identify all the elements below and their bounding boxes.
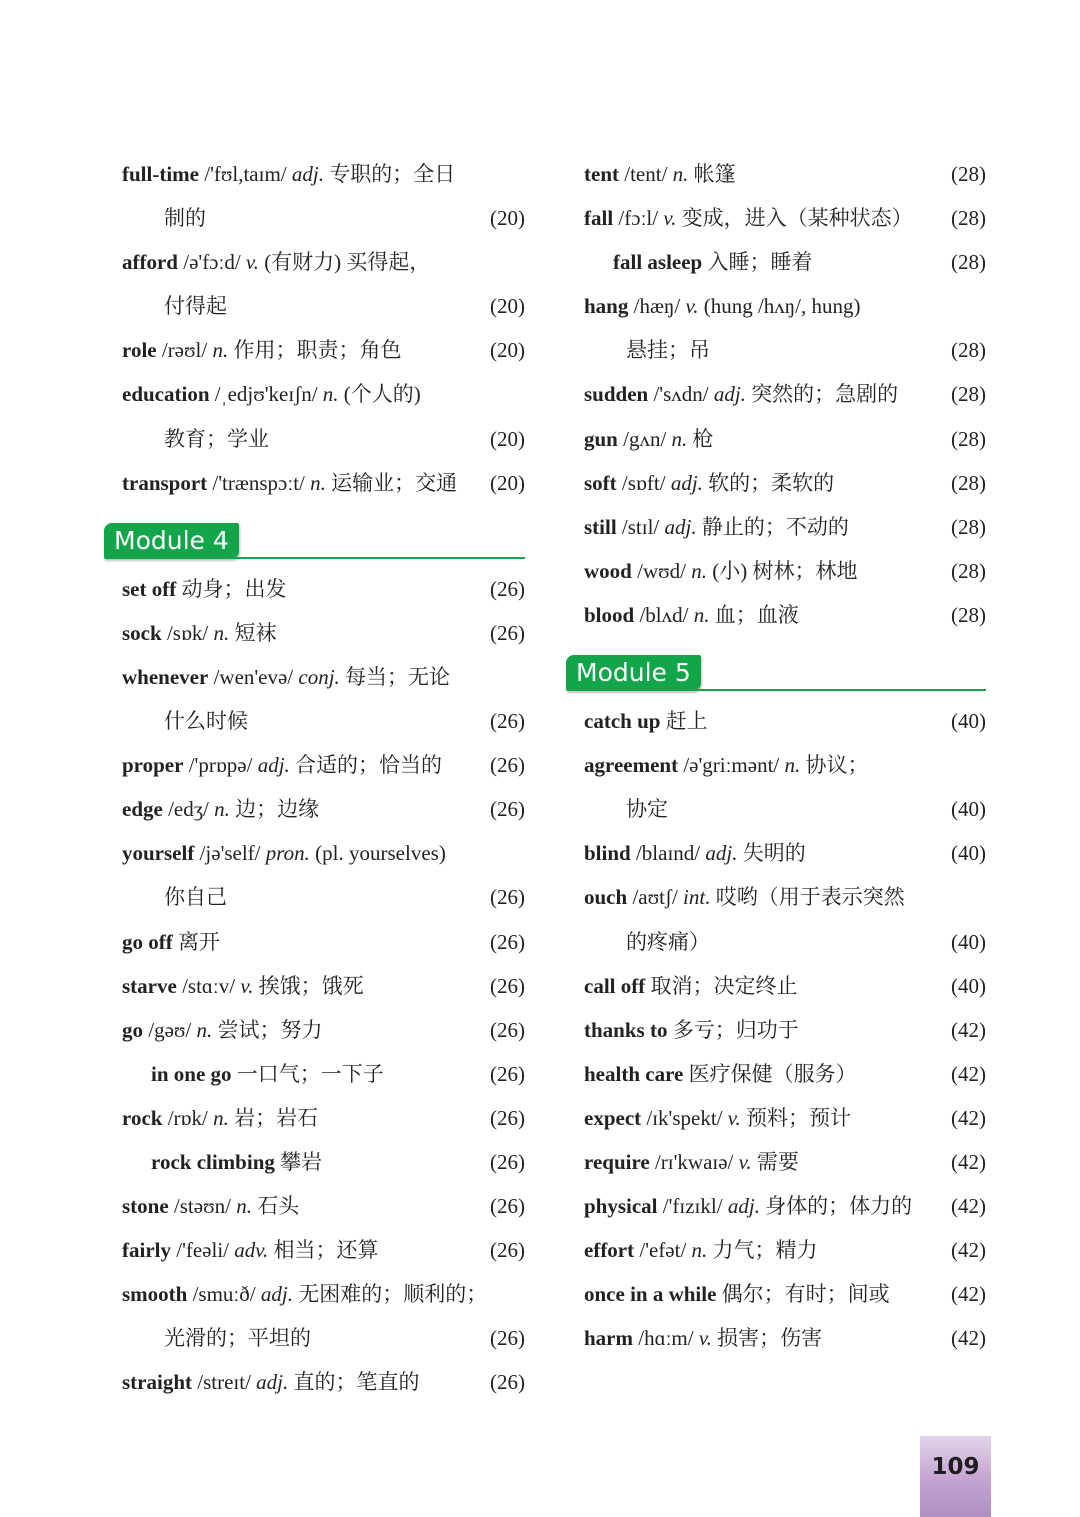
page-reference: (42) bbox=[951, 1282, 986, 1307]
vocab-entry bbox=[122, 831, 525, 875]
vocab-entry bbox=[122, 920, 525, 964]
part-of-speech: adj. bbox=[256, 1370, 289, 1395]
headword: afford bbox=[122, 250, 178, 275]
pronunciation: /rəʊl/ bbox=[156, 338, 213, 363]
entry-continuation bbox=[122, 196, 525, 240]
part-of-speech: pron. bbox=[265, 841, 310, 866]
part-of-speech: n. bbox=[196, 1017, 213, 1042]
pronunciation: /'efət/ bbox=[634, 1238, 692, 1263]
part-of-speech: n. bbox=[672, 162, 689, 186]
headword: rock climbing bbox=[151, 1149, 275, 1174]
module-label: Module 4 bbox=[104, 523, 239, 559]
part-of-speech: adv. bbox=[234, 1238, 269, 1263]
headword: fairly bbox=[122, 1238, 171, 1263]
gloss-text: 血；血液 bbox=[709, 602, 799, 627]
vocab-entry bbox=[584, 831, 986, 875]
module-rule bbox=[694, 689, 986, 691]
vocab-entry bbox=[122, 611, 525, 655]
gloss-text: 的疼痛） bbox=[626, 929, 710, 954]
pronunciation: /'prɒpə/ bbox=[183, 753, 258, 778]
vocab-entry bbox=[122, 1096, 525, 1140]
page-reference: (42) bbox=[951, 1326, 986, 1351]
left-column bbox=[114, 152, 525, 1405]
headword: soft bbox=[584, 470, 617, 495]
pronunciation: /wʊd/ bbox=[631, 558, 692, 583]
page-reference: (28) bbox=[951, 162, 986, 186]
gloss-text: 挨饿；饿死 bbox=[253, 973, 364, 998]
page-reference: (26) bbox=[490, 1194, 525, 1219]
part-of-speech: adj. bbox=[257, 753, 290, 778]
pronunciation: /'sʌdn/ bbox=[648, 382, 714, 407]
gloss-text: 身体的；体力的 bbox=[759, 1194, 913, 1219]
gloss-text: 专职的；全日 bbox=[323, 162, 456, 186]
gloss-text: 付得起 bbox=[164, 294, 227, 319]
page-reference: (42) bbox=[951, 1194, 986, 1219]
gloss-text: 悬挂；吊 bbox=[626, 338, 710, 363]
page-reference: (28) bbox=[951, 558, 986, 583]
vocab-entry bbox=[584, 593, 986, 637]
page-reference: (28) bbox=[951, 338, 986, 363]
pronunciation: /stəʊn/ bbox=[168, 1194, 237, 1219]
page-number: 109 bbox=[920, 1436, 991, 1517]
gloss-text: 什么时候 bbox=[164, 709, 248, 734]
part-of-speech: int. bbox=[683, 885, 711, 910]
pronunciation: /'trænspɔːt/ bbox=[207, 470, 311, 495]
gloss-text: (hung /hʌŋ/, hung) bbox=[698, 294, 861, 319]
headword: edge bbox=[122, 797, 163, 822]
vocab-entry bbox=[122, 1272, 525, 1316]
page-reference: (42) bbox=[951, 1105, 986, 1130]
pronunciation: /jə'self/ bbox=[194, 841, 266, 866]
gloss-text: 哎哟（用于表示突然 bbox=[710, 885, 905, 910]
gloss-text: 每当；无论 bbox=[339, 664, 451, 689]
pronunciation: /gʌn/ bbox=[617, 426, 672, 451]
page-reference: (28) bbox=[951, 426, 986, 451]
gloss-text: 需要 bbox=[751, 1149, 799, 1174]
page-reference: (20) bbox=[490, 206, 525, 231]
headword: straight bbox=[122, 1370, 192, 1395]
vocab-entry bbox=[122, 461, 525, 505]
headword: stone bbox=[122, 1194, 169, 1219]
headword: sock bbox=[122, 620, 162, 645]
gloss-text: 攀岩 bbox=[280, 1149, 323, 1174]
part-of-speech: n. bbox=[214, 797, 230, 822]
part-of-speech: v. bbox=[698, 1326, 712, 1351]
part-of-speech: v. bbox=[738, 1149, 752, 1174]
page-reference: (20) bbox=[490, 338, 525, 363]
page-reference: (28) bbox=[951, 250, 986, 275]
vocab-entry bbox=[122, 1360, 525, 1404]
gloss-text: 离开 bbox=[178, 929, 220, 954]
part-of-speech: n. bbox=[693, 602, 710, 627]
gloss-text: 制的 bbox=[164, 206, 206, 231]
vocab-entry bbox=[122, 328, 525, 372]
headword: health care bbox=[584, 1061, 684, 1086]
pronunciation: /rɪ'kwaɪə/ bbox=[649, 1149, 739, 1174]
gloss-text: 枪 bbox=[687, 426, 714, 451]
page-reference: (42) bbox=[951, 1238, 986, 1263]
gloss-text: 尝试；努力 bbox=[212, 1017, 323, 1042]
entry-continuation bbox=[584, 787, 986, 831]
page-reference: (26) bbox=[490, 885, 525, 910]
page-reference: (28) bbox=[951, 514, 986, 539]
page-reference: (26) bbox=[490, 753, 525, 778]
headword: hang bbox=[584, 294, 629, 319]
vocab-entry bbox=[584, 1008, 986, 1052]
vocab-entry bbox=[122, 567, 525, 611]
gloss-text: 损害；伤害 bbox=[711, 1326, 823, 1351]
gloss-text: 边；边缘 bbox=[229, 797, 320, 822]
part-of-speech: n. bbox=[691, 1238, 708, 1263]
headword: smooth bbox=[122, 1282, 188, 1307]
vocab-entry bbox=[584, 1184, 986, 1228]
vocab-entry bbox=[584, 699, 986, 743]
vocab-entry bbox=[584, 505, 986, 549]
gloss-text: 静止的；不动的 bbox=[696, 514, 849, 539]
entry-continuation bbox=[122, 284, 525, 328]
pronunciation: /ə'fɔːd/ bbox=[178, 250, 246, 275]
headword: ouch bbox=[584, 885, 628, 910]
vocab-entry bbox=[122, 655, 525, 699]
pronunciation: /sɒk/ bbox=[161, 620, 214, 645]
gloss-text: (有财力) 买得起， bbox=[258, 250, 431, 275]
headword: still bbox=[584, 514, 617, 539]
module-heading bbox=[576, 651, 986, 695]
headword: require bbox=[584, 1149, 650, 1174]
headword: go bbox=[122, 1017, 143, 1042]
page-reference: (26) bbox=[490, 797, 525, 822]
vocab-entry bbox=[584, 196, 986, 240]
gloss-text: 突然的；急剧的 bbox=[745, 382, 899, 407]
headword: thanks to bbox=[584, 1017, 668, 1042]
page-reference: (40) bbox=[951, 797, 986, 822]
gloss-text: 相当；还算 bbox=[268, 1238, 379, 1263]
part-of-speech: adj. bbox=[705, 841, 738, 866]
pronunciation: /fɔːl/ bbox=[613, 206, 664, 231]
gloss-text: 动身；出发 bbox=[181, 576, 287, 601]
pronunciation: /tent/ bbox=[619, 162, 673, 186]
page-reference: (26) bbox=[490, 576, 525, 601]
vocab-entry bbox=[122, 964, 525, 1008]
vocab-entry bbox=[584, 549, 986, 593]
entry-continuation bbox=[122, 417, 525, 461]
vocab-entry bbox=[122, 787, 525, 831]
page-reference: (26) bbox=[490, 1326, 525, 1351]
gloss-text: (pl. yourselves) bbox=[309, 841, 446, 866]
headword: proper bbox=[122, 753, 184, 778]
page-reference: (26) bbox=[490, 620, 525, 645]
headword: blood bbox=[584, 602, 635, 627]
vocab-entry bbox=[584, 1316, 986, 1360]
page-reference: (28) bbox=[951, 206, 986, 231]
headword: go off bbox=[122, 929, 173, 954]
part-of-speech: conj. bbox=[298, 664, 340, 689]
vocab-entry bbox=[584, 1228, 986, 1272]
pronunciation: /blaɪnd/ bbox=[630, 841, 706, 866]
headword: education bbox=[122, 382, 210, 407]
page-reference: (26) bbox=[490, 973, 525, 998]
vocab-entry bbox=[584, 152, 986, 196]
page-reference: (20) bbox=[490, 426, 525, 451]
pronunciation: /blʌd/ bbox=[634, 602, 694, 627]
gloss-text: 入睡；睡着 bbox=[707, 250, 813, 275]
gloss-text: (个人的) bbox=[338, 382, 421, 407]
headword: rock bbox=[122, 1105, 163, 1130]
headword: harm bbox=[584, 1326, 633, 1351]
gloss-text: 协定 bbox=[626, 797, 668, 822]
pronunciation: /hɑːm/ bbox=[633, 1326, 699, 1351]
module-label: Module 5 bbox=[566, 655, 701, 691]
vocab-entry bbox=[584, 284, 986, 328]
headword: wood bbox=[584, 558, 632, 583]
vocab-entry bbox=[122, 1008, 525, 1052]
part-of-speech: n. bbox=[322, 382, 339, 407]
headword: in one go bbox=[151, 1061, 232, 1086]
vocab-entry bbox=[584, 1096, 986, 1140]
page-reference: (40) bbox=[951, 973, 986, 998]
part-of-speech: adj. bbox=[670, 470, 703, 495]
entry-continuation bbox=[122, 1316, 525, 1360]
headword: starve bbox=[122, 973, 177, 998]
pronunciation: /edʒ/ bbox=[162, 797, 215, 822]
pronunciation: /ə'griːmənt/ bbox=[678, 753, 785, 778]
gloss-text: 短袜 bbox=[229, 620, 277, 645]
headword: full-time bbox=[122, 162, 199, 186]
headword: role bbox=[122, 338, 157, 363]
part-of-speech: adj. bbox=[727, 1194, 760, 1219]
headword: call off bbox=[584, 973, 646, 998]
page-reference: (26) bbox=[490, 1149, 525, 1174]
page-reference: (28) bbox=[951, 382, 986, 407]
part-of-speech: adj. bbox=[713, 382, 746, 407]
gloss-text: 作用；职责；角色 bbox=[228, 338, 402, 363]
part-of-speech: n. bbox=[784, 753, 801, 778]
part-of-speech: v. bbox=[727, 1105, 741, 1130]
headword: gun bbox=[584, 426, 618, 451]
headword: expect bbox=[584, 1105, 642, 1130]
headword: catch up bbox=[584, 709, 661, 734]
page-reference: (40) bbox=[951, 841, 986, 866]
gloss-text: 你自己 bbox=[164, 885, 227, 910]
page-reference: (26) bbox=[490, 1238, 525, 1263]
headword: once in a while bbox=[584, 1282, 717, 1307]
pronunciation: /rɒk/ bbox=[162, 1105, 214, 1130]
pronunciation: /gəʊ/ bbox=[143, 1017, 197, 1042]
headword: set off bbox=[122, 576, 177, 601]
headword: whenever bbox=[122, 664, 209, 689]
part-of-speech: v. bbox=[245, 250, 259, 275]
page-reference: (26) bbox=[490, 1061, 525, 1086]
page-reference: (40) bbox=[951, 709, 986, 734]
gloss-text: 变成，进入（某种状态） bbox=[676, 206, 913, 231]
page-reference: (26) bbox=[490, 709, 525, 734]
headword: fall asleep bbox=[613, 250, 703, 275]
part-of-speech: adj. bbox=[291, 162, 324, 186]
page-reference: (28) bbox=[951, 470, 986, 495]
pronunciation: /sɒft/ bbox=[616, 470, 671, 495]
headword: physical bbox=[584, 1194, 658, 1219]
pronunciation: /hæŋ/ bbox=[628, 294, 686, 319]
vocab-entry bbox=[584, 372, 986, 416]
part-of-speech: adj. bbox=[664, 514, 697, 539]
gloss-text: 取消；决定终止 bbox=[650, 973, 798, 998]
page-reference: (26) bbox=[490, 1105, 525, 1130]
headword: effort bbox=[584, 1238, 635, 1263]
gloss-text: 帐篷 bbox=[688, 162, 736, 186]
vocab-entry bbox=[584, 964, 986, 1008]
vocab-entry bbox=[584, 743, 986, 787]
vocab-entry bbox=[584, 875, 986, 919]
gloss-text: 石头 bbox=[251, 1194, 300, 1219]
pronunciation: /wen'evə/ bbox=[208, 664, 299, 689]
gloss-text: 合适的；恰当的 bbox=[289, 753, 443, 778]
part-of-speech: v. bbox=[663, 206, 677, 231]
page-reference: (42) bbox=[951, 1017, 986, 1042]
gloss-text: 直的；笔直的 bbox=[288, 1370, 420, 1395]
gloss-text: 赶上 bbox=[665, 709, 708, 734]
part-of-speech: n. bbox=[213, 620, 230, 645]
pronunciation: /aʊtʃ/ bbox=[627, 885, 684, 910]
gloss-text: 预料；预计 bbox=[740, 1105, 852, 1130]
pronunciation: /ɪk'spekt/ bbox=[641, 1105, 728, 1130]
pronunciation: /streɪt/ bbox=[192, 1370, 257, 1395]
part-of-speech: n. bbox=[671, 426, 688, 451]
vocab-entry bbox=[122, 1140, 525, 1184]
gloss-text: 一口气；一下子 bbox=[236, 1061, 384, 1086]
headword: fall bbox=[584, 206, 614, 231]
pronunciation: /smuːð/ bbox=[187, 1282, 261, 1307]
headword: agreement bbox=[584, 753, 679, 778]
module-rule bbox=[232, 557, 525, 559]
headword: sudden bbox=[584, 382, 649, 407]
part-of-speech: v. bbox=[685, 294, 699, 319]
page-reference: (26) bbox=[490, 1017, 525, 1042]
vocab-entry bbox=[584, 1140, 986, 1184]
gloss-text: 失明的 bbox=[737, 841, 806, 866]
vocab-entry bbox=[122, 743, 525, 787]
gloss-text: 光滑的；平坦的 bbox=[164, 1326, 311, 1351]
part-of-speech: v. bbox=[240, 973, 254, 998]
page-reference: (40) bbox=[951, 929, 986, 954]
page-reference: (42) bbox=[951, 1061, 986, 1086]
gloss-text: 软的；柔软的 bbox=[702, 470, 835, 495]
entry-continuation bbox=[584, 328, 986, 372]
vocab-entry bbox=[584, 461, 986, 505]
vocab-entry bbox=[584, 1052, 986, 1096]
pronunciation: /'fʊl,taɪm/ bbox=[198, 162, 292, 186]
part-of-speech: n. bbox=[691, 558, 707, 583]
entry-continuation bbox=[584, 920, 986, 964]
vocab-entry bbox=[584, 1272, 986, 1316]
vocab-entry bbox=[122, 152, 525, 196]
entry-continuation bbox=[122, 875, 525, 919]
pronunciation: /stɪl/ bbox=[616, 514, 665, 539]
part-of-speech: n. bbox=[310, 470, 326, 495]
gloss-text: 无困难的；顺利的； bbox=[292, 1282, 488, 1307]
page-reference: (26) bbox=[490, 929, 525, 954]
vocab-entry bbox=[122, 240, 525, 284]
page-reference: (26) bbox=[490, 1370, 525, 1395]
gloss-text: 力气；精力 bbox=[707, 1238, 818, 1263]
pronunciation: /stɑːv/ bbox=[176, 973, 241, 998]
vocab-entry bbox=[122, 1228, 525, 1272]
pronunciation: /'feəli/ bbox=[170, 1238, 235, 1263]
page-reference: (42) bbox=[951, 1149, 986, 1174]
page-reference: (20) bbox=[490, 470, 525, 495]
page-reference: (20) bbox=[490, 294, 525, 319]
right-column bbox=[576, 152, 986, 1360]
gloss-text: 偶尔；有时；间或 bbox=[721, 1282, 890, 1307]
vocab-entry bbox=[584, 240, 986, 284]
part-of-speech: n. bbox=[236, 1194, 252, 1219]
gloss-text: 教育；学业 bbox=[164, 426, 269, 451]
headword: blind bbox=[584, 841, 631, 866]
vocab-entry bbox=[122, 1184, 525, 1228]
vocab-entry bbox=[584, 417, 986, 461]
part-of-speech: n. bbox=[213, 1105, 229, 1130]
pronunciation: /ˌedjʊ'keɪʃn/ bbox=[209, 382, 323, 407]
pronunciation: /'fɪzɪkl/ bbox=[657, 1194, 728, 1219]
gloss-text: 岩；岩石 bbox=[228, 1105, 319, 1130]
headword: tent bbox=[584, 162, 619, 186]
gloss-text: 运输业；交通 bbox=[325, 470, 458, 495]
gloss-text: 协议； bbox=[800, 753, 869, 778]
module-heading bbox=[114, 519, 525, 563]
part-of-speech: n. bbox=[212, 338, 229, 363]
gloss-text: 医疗保健（服务） bbox=[688, 1061, 857, 1086]
entry-continuation bbox=[122, 699, 525, 743]
vocab-entry bbox=[122, 1052, 525, 1096]
headword: yourself bbox=[122, 841, 195, 866]
vocab-entry bbox=[122, 372, 525, 416]
part-of-speech: adj. bbox=[260, 1282, 293, 1307]
gloss-text: (小) 树林；林地 bbox=[706, 558, 858, 583]
gloss-text: 多亏；归功于 bbox=[672, 1017, 799, 1042]
headword: transport bbox=[122, 470, 208, 495]
page-reference: (28) bbox=[951, 602, 986, 627]
